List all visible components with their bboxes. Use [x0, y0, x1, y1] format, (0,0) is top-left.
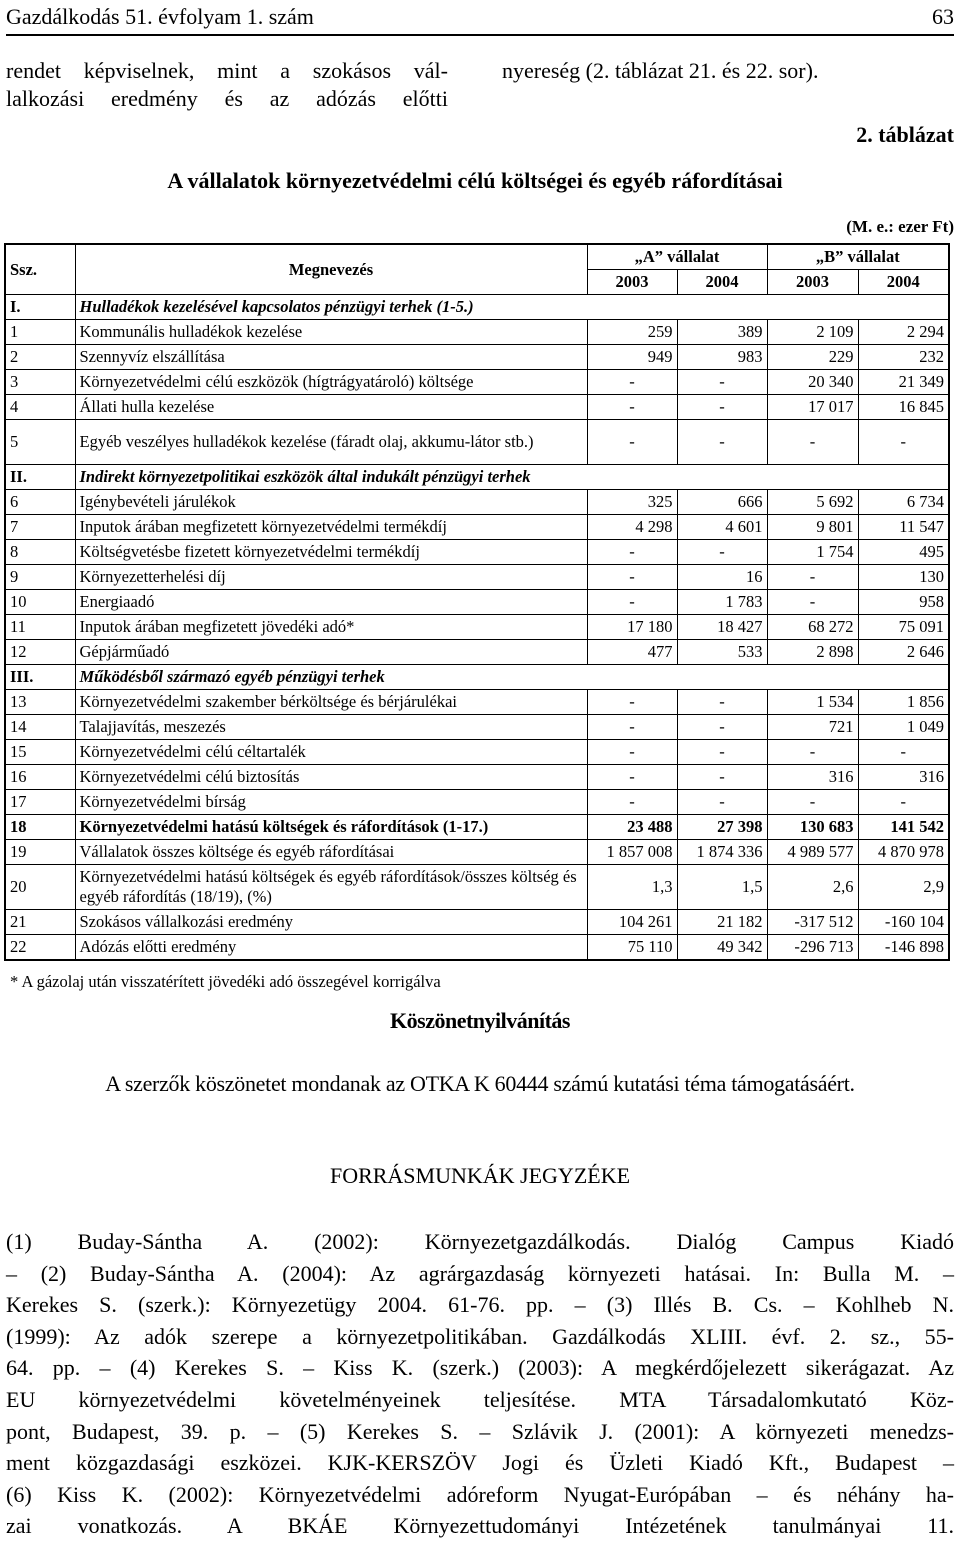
row-number: 22 [5, 935, 75, 961]
table-section-row [5, 465, 949, 490]
row-label: Szokásos vállalkozási eredmény [75, 910, 587, 935]
row-value: - [587, 420, 677, 465]
row-value: 666 [677, 490, 767, 515]
col-header-year: 2003 [767, 270, 858, 295]
col-header-company-a: „A” vállalat [587, 244, 767, 270]
table-row [5, 790, 949, 815]
row-number: 13 [5, 690, 75, 715]
col-header-ssz: Ssz. [5, 244, 75, 295]
row-number: 12 [5, 640, 75, 665]
row-value: - [587, 690, 677, 715]
col-header-name: Megnevezés [75, 244, 587, 295]
reference-line: (6) Kiss K. (2002): Környezetvédelmi adóreform Nyugat-Európában – és néhány ha- [6, 1481, 954, 1507]
row-label: Igénybevételi járulékok [75, 490, 587, 515]
row-value: - [587, 395, 677, 420]
row-value: - [587, 565, 677, 590]
table-total-row [5, 815, 949, 840]
row-number: 8 [5, 540, 75, 565]
row-value: 9 801 [767, 515, 858, 540]
row-value: 2 294 [858, 320, 949, 345]
table-row [5, 590, 949, 615]
row-value: - [677, 715, 767, 740]
table-row [5, 935, 949, 961]
reference-line: ment közgazdasági eszközei. KJK-KERSZÖV Jogi és Üzleti Kiadó Kft., Budapest – [6, 1450, 954, 1476]
table-row [5, 540, 949, 565]
table-row [5, 515, 949, 540]
row-value: 1 856 [858, 690, 949, 715]
row-value: 4 989 577 [767, 840, 858, 865]
row-label: Adózás előtti eredmény [75, 935, 587, 961]
row-value: 1,5 [677, 865, 767, 910]
table-header-row [5, 244, 949, 270]
row-value: 75 091 [858, 615, 949, 640]
col-header-year: 2004 [858, 270, 949, 295]
intro-line: lalkozási eredmény és az adózás előtti [6, 86, 448, 111]
row-number: 3 [5, 370, 75, 395]
row-value: 232 [858, 345, 949, 370]
table-row [5, 420, 949, 465]
row-value: 958 [858, 590, 949, 615]
row-value: 23 488 [587, 815, 677, 840]
intro-text-right: nyereség (2. táblázat 21. és 22. sor). [502, 58, 819, 83]
page-number: 63 [932, 4, 954, 29]
row-label: Környezetvédelmi hatású költségek és egyéb ráfordítások/összes költség és egyéb ráfordítás (18/19), (%) [75, 865, 587, 910]
reference-line: pont, Budapest, 39. p. – (5) Kerekes S. – Szlávik J. (2001): A környezeti menedzs- [6, 1418, 954, 1444]
row-number: 2 [5, 345, 75, 370]
row-label: Környezetvédelmi célú biztosítás [75, 765, 587, 790]
row-value: 16 845 [858, 395, 949, 420]
row-value: - [767, 740, 858, 765]
row-label: Környezetvédelmi bírság [75, 790, 587, 815]
row-value: 20 340 [767, 370, 858, 395]
table-row [5, 690, 949, 715]
row-number: II. [5, 465, 75, 490]
table-row [5, 565, 949, 590]
table-row [5, 910, 949, 935]
table-footnote: * A gázolaj után visszatérített jövedéki adó összegével korrigálva [10, 972, 441, 991]
row-number: 6 [5, 490, 75, 515]
cost-table [4, 243, 950, 961]
row-label: Működésből származó egyéb pénzügyi terhek [75, 665, 949, 690]
references-list [6, 1226, 954, 1542]
table-row [5, 345, 949, 370]
row-number: 1 [5, 320, 75, 345]
row-value: 949 [587, 345, 677, 370]
row-value: - [858, 740, 949, 765]
row-label: Vállalatok összes költsége és egyéb ráfordításai [75, 840, 587, 865]
table-section-row [5, 665, 949, 690]
row-value: 11 547 [858, 515, 949, 540]
table-row [5, 615, 949, 640]
row-value: -317 512 [767, 910, 858, 935]
row-value: 17 180 [587, 615, 677, 640]
row-label: Környezetvédelmi célú eszközök (hígtrágyatároló) költsége [75, 370, 587, 395]
row-value: 2,9 [858, 865, 949, 910]
row-value: 68 272 [767, 615, 858, 640]
row-value: 4 298 [587, 515, 677, 540]
row-value: - [677, 690, 767, 715]
row-value: 18 427 [677, 615, 767, 640]
table-title: A vállalatok környezetvédelmi célú költségei és egyéb ráfordításai [167, 168, 783, 193]
acknowledgement-text: A szerzők köszönetet mondanak az OTKA K 60444 számú kutatási téma támogatásáért. [105, 1071, 855, 1096]
table-row [5, 715, 949, 740]
intro-text-left [6, 57, 448, 113]
row-label: Állati hulla kezelése [75, 395, 587, 420]
col-header-year: 2004 [677, 270, 767, 295]
row-value: - [767, 590, 858, 615]
reference-line: 64. pp. – (4) Kerekes S. – Kiss K. (szerk.) (2003): A megkérdőjelezett sikerágazat. Az [6, 1355, 954, 1381]
table-row [5, 740, 949, 765]
row-label: Gépjárműadó [75, 640, 587, 665]
table-row [5, 640, 949, 665]
row-label: Költségvetésbe fizetett környezetvédelmi termékdíj [75, 540, 587, 565]
row-value: -146 898 [858, 935, 949, 961]
row-number: 21 [5, 910, 75, 935]
references-title: FORRÁSMUNKÁK JEGYZÉKE [329, 1163, 631, 1188]
row-value: - [858, 420, 949, 465]
row-label: Inputok árában megfizetett jövedéki adó* [75, 615, 587, 640]
row-value: 130 683 [767, 815, 858, 840]
row-value: - [587, 370, 677, 395]
row-value: - [677, 420, 767, 465]
row-number: III. [5, 665, 75, 690]
row-label: Környezetvédelmi célú céltartalék [75, 740, 587, 765]
row-value: 27 398 [677, 815, 767, 840]
row-value: - [677, 370, 767, 395]
row-value: - [767, 565, 858, 590]
reference-line: zai vonatkozás. A BKÁE Környezettudományi Intézetének tanulmányai 11. [6, 1513, 954, 1539]
row-number: 19 [5, 840, 75, 865]
row-value: - [767, 790, 858, 815]
unit-note: (M. e.: ezer Ft) [846, 217, 954, 236]
row-number: 15 [5, 740, 75, 765]
row-value: - [677, 395, 767, 420]
row-number: 18 [5, 815, 75, 840]
row-value: 1 874 336 [677, 840, 767, 865]
row-value: - [677, 790, 767, 815]
row-value: 389 [677, 320, 767, 345]
row-value: 2 646 [858, 640, 949, 665]
row-value: 721 [767, 715, 858, 740]
row-label: Környezetterhelési díj [75, 565, 587, 590]
row-value: - [677, 540, 767, 565]
row-value: 1 754 [767, 540, 858, 565]
row-number: 7 [5, 515, 75, 540]
table-row [5, 840, 949, 865]
row-value: - [587, 715, 677, 740]
row-value: 2,6 [767, 865, 858, 910]
row-value: 5 692 [767, 490, 858, 515]
row-value: - [587, 790, 677, 815]
intro-line: rendet képviselnek, mint a szokásos vál- [6, 58, 448, 83]
row-value: 1 049 [858, 715, 949, 740]
row-value: 141 542 [858, 815, 949, 840]
row-value: 1 534 [767, 690, 858, 715]
reference-line: EU környezetvédelmi követelményeinek teljesítése. MTA Társadalomkutató Köz- [6, 1386, 954, 1412]
row-label: Szennyvíz elszállítása [75, 345, 587, 370]
row-value: - [587, 540, 677, 565]
row-number: 14 [5, 715, 75, 740]
row-label: Környezetvédelmi szakember bérköltsége és bérjárulékai [75, 690, 587, 715]
row-value: 49 342 [677, 935, 767, 961]
row-value: 1 783 [677, 590, 767, 615]
table-row [5, 370, 949, 395]
reference-line: Kerekes S. (szerk.): Környezetügy 2004. 61-76. pp. – (3) Illés B. Cs. – Kohlheb N. [6, 1292, 954, 1318]
row-value: - [767, 420, 858, 465]
row-value: - [587, 765, 677, 790]
reference-line: – (2) Buday-Sántha A. (2004): Az agrárgazdaság környezeti hatásai. In: Bulla M. – [6, 1260, 954, 1286]
row-value: 1,3 [587, 865, 677, 910]
journal-title: Gazdálkodás 51. évfolyam 1. szám [6, 4, 314, 29]
row-value: 983 [677, 345, 767, 370]
row-value: 229 [767, 345, 858, 370]
row-value: 6 734 [858, 490, 949, 515]
row-value: 495 [858, 540, 949, 565]
row-value: 21 349 [858, 370, 949, 395]
row-value: 533 [677, 640, 767, 665]
row-value: 325 [587, 490, 677, 515]
row-value: 104 261 [587, 910, 677, 935]
row-value: 2 898 [767, 640, 858, 665]
row-number: 11 [5, 615, 75, 640]
row-value: - [858, 790, 949, 815]
row-number: 16 [5, 765, 75, 790]
reference-line: (1999): Az adók szerepe a környezetpolitikában. Gazdálkodás XLIII. évf. 2. sz., 55- [6, 1323, 954, 1349]
row-value: -160 104 [858, 910, 949, 935]
col-header-year: 2003 [587, 270, 677, 295]
row-value: 130 [858, 565, 949, 590]
row-value: 21 182 [677, 910, 767, 935]
table-row [5, 865, 949, 910]
row-value: 75 110 [587, 935, 677, 961]
row-number: 5 [5, 420, 75, 465]
col-header-company-b: „B” vállalat [767, 244, 949, 270]
row-label: Talajjavítás, meszezés [75, 715, 587, 740]
table-row [5, 490, 949, 515]
row-number: 17 [5, 790, 75, 815]
table-body [5, 295, 949, 961]
table-row [5, 320, 949, 345]
row-label: Energiaadó [75, 590, 587, 615]
table-row [5, 395, 949, 420]
row-value: 316 [767, 765, 858, 790]
row-number: 9 [5, 565, 75, 590]
row-value: 17 017 [767, 395, 858, 420]
row-number: I. [5, 295, 75, 320]
row-number: 20 [5, 865, 75, 910]
row-value: - [677, 765, 767, 790]
row-value: 1 857 008 [587, 840, 677, 865]
row-label: Hulladékok kezelésével kapcsolatos pénzügyi terhek (1-5.) [75, 295, 949, 320]
row-number: 4 [5, 395, 75, 420]
row-value: 4 601 [677, 515, 767, 540]
row-number: 10 [5, 590, 75, 615]
acknowledgement-title: Köszönetnyilvánítás [390, 1008, 570, 1033]
row-label: Indirekt környezetpolitikai eszközök által indukált pénzügyi terhek [75, 465, 949, 490]
row-value: - [677, 740, 767, 765]
row-label: Inputok árában megfizetett környezetvédelmi termékdíj [75, 515, 587, 540]
table-section-row [5, 295, 949, 320]
row-value: 2 109 [767, 320, 858, 345]
row-label: Környezetvédelmi hatású költségek és ráfordítások (1-17.) [75, 815, 587, 840]
row-label: Egyéb veszélyes hulladékok kezelése (fáradt olaj, akkumu-látor stb.) [75, 420, 587, 465]
row-value: -296 713 [767, 935, 858, 961]
row-value: 316 [858, 765, 949, 790]
row-value: - [587, 740, 677, 765]
page-header [6, 0, 954, 36]
row-value: 259 [587, 320, 677, 345]
reference-line: (1) Buday-Sántha A. (2002): Környezetgazdálkodás. Dialóg Campus Kiadó [6, 1229, 954, 1254]
row-value: 4 870 978 [858, 840, 949, 865]
row-value: - [587, 590, 677, 615]
table-label: 2. táblázat [856, 122, 954, 147]
table-row [5, 765, 949, 790]
row-value: 16 [677, 565, 767, 590]
row-value: 477 [587, 640, 677, 665]
row-label: Kommunális hulladékok kezelése [75, 320, 587, 345]
